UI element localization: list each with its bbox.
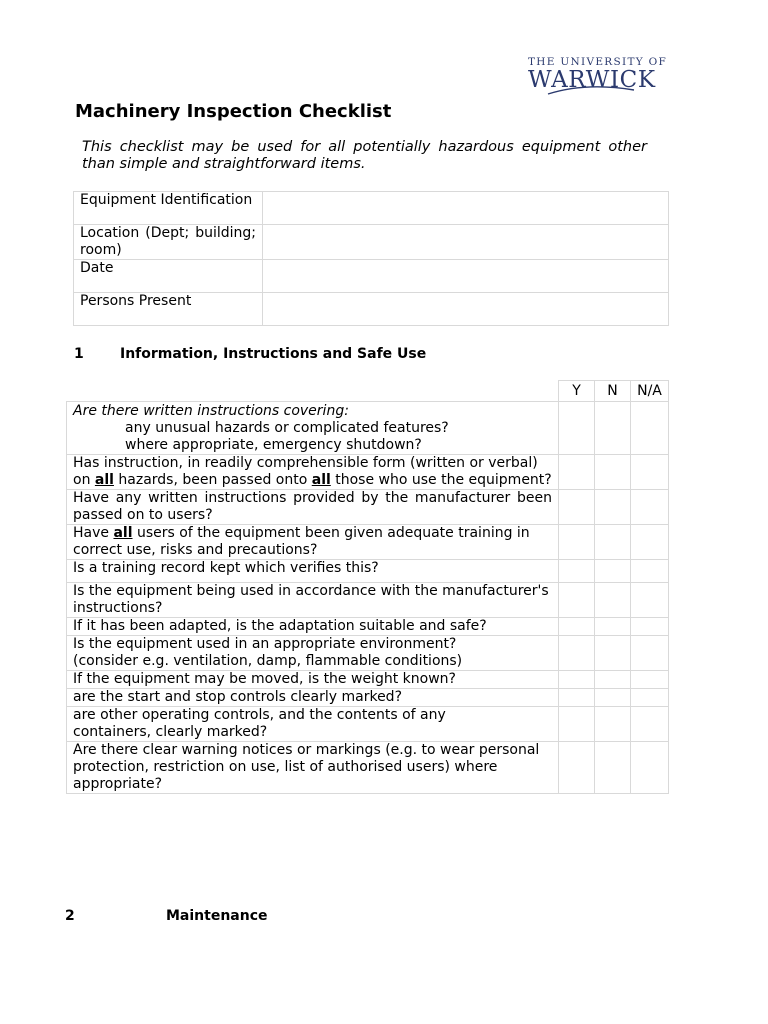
question-text: Have bbox=[73, 525, 114, 541]
logo-wordmark: WARWICK bbox=[528, 67, 656, 93]
question-text: those who use the equipment? bbox=[330, 472, 552, 488]
answer-n-cell[interactable] bbox=[595, 636, 631, 671]
table-row bbox=[74, 225, 669, 260]
section2-title: Maintenance bbox=[166, 908, 268, 924]
answer-y-cell[interactable] bbox=[559, 618, 595, 636]
logo-line1: THE UNIVERSITY OF bbox=[528, 56, 668, 68]
question-subitem: where appropriate, emergency shutdown? bbox=[125, 437, 422, 453]
question-subitem: any unusual hazards or complicated features? bbox=[125, 420, 449, 436]
question-cell bbox=[67, 636, 559, 671]
table-row bbox=[67, 742, 669, 794]
answer-na-cell[interactable] bbox=[631, 707, 669, 742]
question-text: Is a training record kept which verifies this? bbox=[67, 560, 559, 583]
table-row bbox=[74, 260, 669, 293]
answer-na-cell[interactable] bbox=[631, 689, 669, 707]
question-text: If the equipment may be moved, is the weight known? bbox=[67, 671, 559, 689]
table-row bbox=[74, 192, 669, 225]
info-label: Persons Present bbox=[74, 293, 263, 326]
table-row bbox=[67, 707, 669, 742]
answer-na-cell[interactable] bbox=[631, 618, 669, 636]
answer-n-cell[interactable] bbox=[595, 742, 631, 794]
info-value-cell[interactable] bbox=[263, 293, 669, 326]
answer-na-cell[interactable] bbox=[631, 490, 669, 525]
answer-y-cell[interactable] bbox=[559, 490, 595, 525]
answer-y-cell[interactable] bbox=[559, 583, 595, 618]
question-text: Have any written instructions provided by the manufacturer been passed on to users? bbox=[67, 490, 559, 525]
table-row bbox=[67, 671, 669, 689]
question-text: (consider e.g. ventilation, damp, flammable conditions) bbox=[73, 653, 463, 669]
answer-na-cell[interactable] bbox=[631, 560, 669, 583]
answer-n-cell[interactable] bbox=[595, 402, 631, 455]
section1-title: Information, Instructions and Safe Use bbox=[120, 346, 427, 362]
table-row bbox=[67, 560, 669, 583]
question-text: Are there written instructions covering: bbox=[73, 403, 349, 419]
question-text: are other operating controls, and the contents of any containers, clearly marked? bbox=[67, 707, 559, 742]
column-header-na: N/A bbox=[631, 381, 669, 402]
answer-y-cell[interactable] bbox=[559, 560, 595, 583]
answer-n-cell[interactable] bbox=[595, 583, 631, 618]
info-label: Equipment Identification bbox=[74, 192, 263, 225]
table-row bbox=[67, 402, 669, 455]
answer-n-cell[interactable] bbox=[595, 618, 631, 636]
intro-text: This checklist may be used for all potentially hazardous equipment other than simple and straightforward items. bbox=[82, 139, 647, 172]
question-text: Is the equipment used in an appropriate environment? bbox=[73, 636, 457, 652]
university-logo bbox=[528, 56, 668, 93]
answer-y-cell[interactable] bbox=[559, 636, 595, 671]
table-row bbox=[67, 618, 669, 636]
question-text: If it has been adapted, is the adaptation suitable and safe? bbox=[67, 618, 559, 636]
question-text: hazards, been passed onto bbox=[113, 472, 312, 488]
header-spacer bbox=[67, 381, 559, 402]
answer-n-cell[interactable] bbox=[595, 490, 631, 525]
question-text: Is the equipment being used in accordance with the manufacturer's instructions? bbox=[67, 583, 559, 618]
table-row bbox=[67, 583, 669, 618]
question-text: users of the equipment been given adequate training in correct use, risks and precautions? bbox=[73, 525, 530, 558]
column-header-n: N bbox=[595, 381, 631, 402]
table-row bbox=[67, 525, 669, 560]
answer-y-cell[interactable] bbox=[559, 525, 595, 560]
answer-n-cell[interactable] bbox=[595, 525, 631, 560]
answer-n-cell[interactable] bbox=[595, 707, 631, 742]
checklist-table bbox=[66, 380, 669, 794]
section2-number: 2 bbox=[65, 908, 75, 924]
equipment-info-table bbox=[73, 191, 669, 326]
table-row bbox=[67, 490, 669, 525]
answer-n-cell[interactable] bbox=[595, 455, 631, 490]
info-label: Date bbox=[74, 260, 263, 293]
emphasis-all: all bbox=[94, 472, 114, 488]
answer-n-cell[interactable] bbox=[595, 689, 631, 707]
answer-y-cell[interactable] bbox=[559, 671, 595, 689]
answer-y-cell[interactable] bbox=[559, 707, 595, 742]
table-row bbox=[67, 689, 669, 707]
table-row bbox=[74, 293, 669, 326]
answer-na-cell[interactable] bbox=[631, 583, 669, 618]
emphasis-all: all bbox=[311, 472, 331, 488]
column-header-y: Y bbox=[559, 381, 595, 402]
info-value-cell[interactable] bbox=[263, 260, 669, 293]
info-label: Location (Dept; building; room) bbox=[74, 225, 263, 260]
emphasis-all: all bbox=[113, 525, 133, 541]
answer-n-cell[interactable] bbox=[595, 671, 631, 689]
answer-na-cell[interactable] bbox=[631, 671, 669, 689]
section1-number: 1 bbox=[74, 346, 84, 362]
page-title: Machinery Inspection Checklist bbox=[75, 101, 392, 122]
answer-na-cell[interactable] bbox=[631, 402, 669, 455]
answer-n-cell[interactable] bbox=[595, 560, 631, 583]
logo-swoosh-icon bbox=[546, 84, 636, 98]
answer-y-cell[interactable] bbox=[559, 402, 595, 455]
question-text: are the start and stop controls clearly marked? bbox=[67, 689, 559, 707]
table-header-row bbox=[67, 381, 669, 402]
answer-na-cell[interactable] bbox=[631, 636, 669, 671]
question-cell bbox=[67, 525, 559, 560]
question-text: Are there clear warning notices or markings (e.g. to wear personal protection, restriction on use, list of authorised users) where appropriate? bbox=[67, 742, 559, 794]
question-text: Has instruction, in readily comprehensible form (written or verbal) on bbox=[73, 455, 538, 488]
answer-na-cell[interactable] bbox=[631, 525, 669, 560]
info-value-cell[interactable] bbox=[263, 192, 669, 225]
table-row bbox=[67, 636, 669, 671]
answer-y-cell[interactable] bbox=[559, 455, 595, 490]
answer-y-cell[interactable] bbox=[559, 689, 595, 707]
answer-y-cell[interactable] bbox=[559, 742, 595, 794]
logo-line2 bbox=[528, 68, 662, 92]
question-cell bbox=[67, 455, 559, 490]
answer-na-cell[interactable] bbox=[631, 742, 669, 794]
table-row bbox=[67, 455, 669, 490]
answer-na-cell[interactable] bbox=[631, 455, 669, 490]
question-cell bbox=[67, 402, 559, 455]
info-value-cell[interactable] bbox=[263, 225, 669, 260]
